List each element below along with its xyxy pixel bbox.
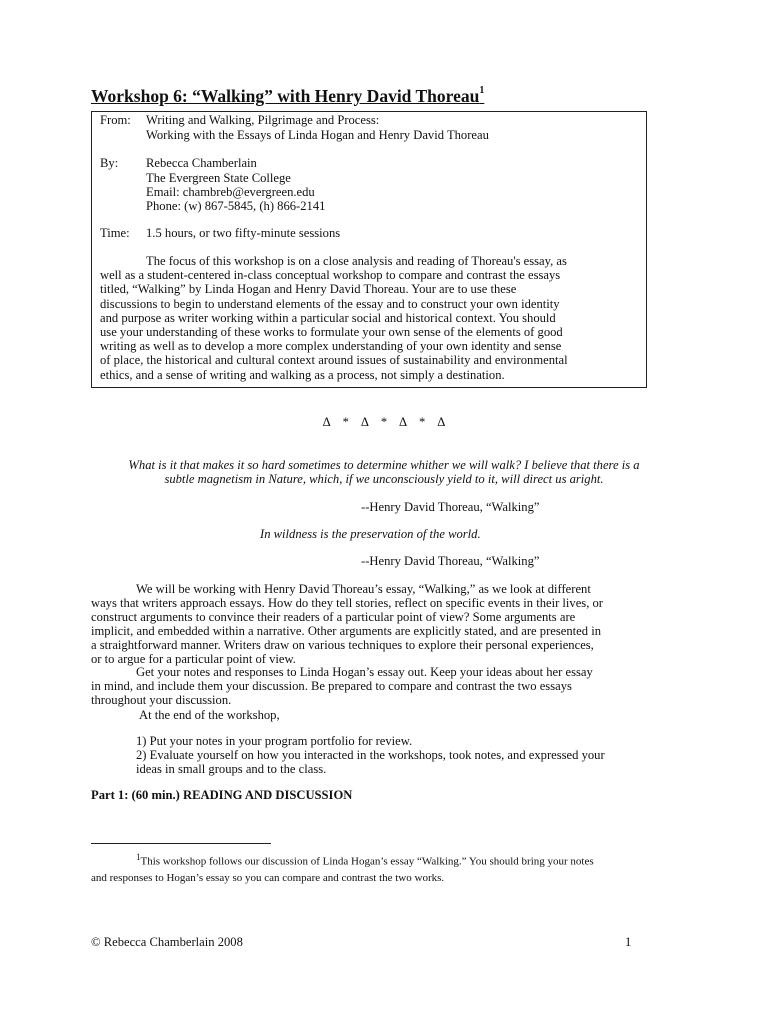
body-line: in mind, and include them your discussion. Be prepared to compare and contrast the two essays <box>91 679 572 693</box>
focus-line: discussions to begin to understand elements of the essay and to construct your own identity <box>100 296 560 311</box>
footnote-text-1: This workshop follows our discussion of Linda Hogan’s essay “Walking.” You should bring your notes <box>140 855 594 868</box>
section-divider: Δ * Δ * Δ * Δ <box>322 415 446 429</box>
focus-line: ethics, and a sense of writing and walking as a process, not simply a destination. <box>100 367 505 382</box>
page-number: 1 <box>625 935 632 949</box>
part-1-heading: Part 1: (60 min.) READING AND DISCUSSION <box>91 788 353 802</box>
quote-1-line-2: subtle magnetism in Nature, which, if we unconsciously yield to it, will direct us aright. <box>164 472 604 486</box>
list-item: 1) Put your notes in your program portfolio for review. <box>136 734 413 748</box>
footnote-separator <box>91 843 271 844</box>
by-label: By: <box>100 156 119 170</box>
footnote-line-1 <box>136 850 594 869</box>
focus-line: titled, “Walking” by Linda Hogan and Henry David Thoreau. Your are to use these <box>100 282 517 297</box>
by-line-2: The Evergreen State College <box>146 171 291 185</box>
focus-line: of place, the historical and cultural context around issues of sustainability and environmental <box>100 353 568 368</box>
from-line-2: Working with the Essays of Linda Hogan and Henry David Thoreau <box>146 128 489 142</box>
time-value: 1.5 hours, or two fifty-minute sessions <box>146 226 341 240</box>
quote-1-line-1: What is it that makes it so hard sometimes to determine whither we will walk? I believe that there is a <box>128 458 640 472</box>
by-line-phone: Phone: (w) 867-5845, (h) 866-2141 <box>146 199 326 213</box>
focus-line: writing as well as to develop a more complex understanding of your own identity and sense <box>100 339 562 354</box>
title-footnote-mark: 1 <box>479 85 485 97</box>
focus-line: well as a student-centered in-class conceptual workshop to compare and contrast the essays <box>100 268 561 283</box>
quote-2-text: In wildness is the preservation of the world. <box>260 527 481 541</box>
from-label: From: <box>100 113 131 127</box>
quote-2-attribution: --Henry David Thoreau, “Walking” <box>361 554 540 568</box>
from-line-1: Writing and Walking, Pilgrimage and Process: <box>146 113 380 127</box>
by-line-email: Email: chambreb@evergreen.edu <box>146 185 315 199</box>
title-text: Workshop 6: “Walking” with Henry David Thoreau <box>91 86 480 106</box>
body-line: a straightforward manner. Writers draw on various techniques to explore their personal experiences, <box>91 638 594 652</box>
body-line: ways that writers approach essays. How do they tell stories, reflect on specific events in their lives, or <box>91 596 603 610</box>
focus-paragraph <box>100 254 636 382</box>
list-item-continuation: ideas in small groups and to the class. <box>136 762 327 776</box>
body-line: We will be working with Henry David Thoreau’s essay, “Walking,” as we look at different <box>136 582 591 596</box>
time-label: Time: <box>100 226 130 240</box>
from-row <box>100 113 379 127</box>
document-title <box>91 86 484 106</box>
list-item: 2) Evaluate yourself on how you interacted in the workshops, took notes, and expressed your <box>136 748 605 762</box>
body-line: construct arguments to convince their readers of a particular point of view? Some arguments are <box>91 610 576 624</box>
focus-line: The focus of this workshop is on a close analysis and reading of Thoreau's essay, as <box>146 254 567 268</box>
quote-1-attribution: --Henry David Thoreau, “Walking” <box>361 500 540 514</box>
body-line: Get your notes and responses to Linda Hogan’s essay out. Keep your ideas about her essay <box>136 665 593 679</box>
by-row <box>100 156 257 170</box>
time-row <box>100 226 340 240</box>
body-line: throughout your discussion. <box>91 693 232 707</box>
footnote-mark: 1 <box>136 852 141 862</box>
body-line: or to argue for a particular point of view. <box>91 652 296 666</box>
body-line: At the end of the workshop, <box>139 708 280 722</box>
copyright: © Rebecca Chamberlain 2008 <box>91 935 243 949</box>
body-line: implicit, and embedded within a narrative. Other arguments are explicitly stated, and are presented in <box>91 624 601 638</box>
footnote-line-2: and responses to Hogan’s essay so you can compare and contrast the two works. <box>91 872 445 884</box>
by-line-1: Rebecca Chamberlain <box>146 156 257 170</box>
focus-line: and purpose as writer working within a particular social and historical context. You should <box>100 310 556 325</box>
focus-line: use your understanding of these works to formulate your own sense of the elements of good <box>100 325 563 340</box>
